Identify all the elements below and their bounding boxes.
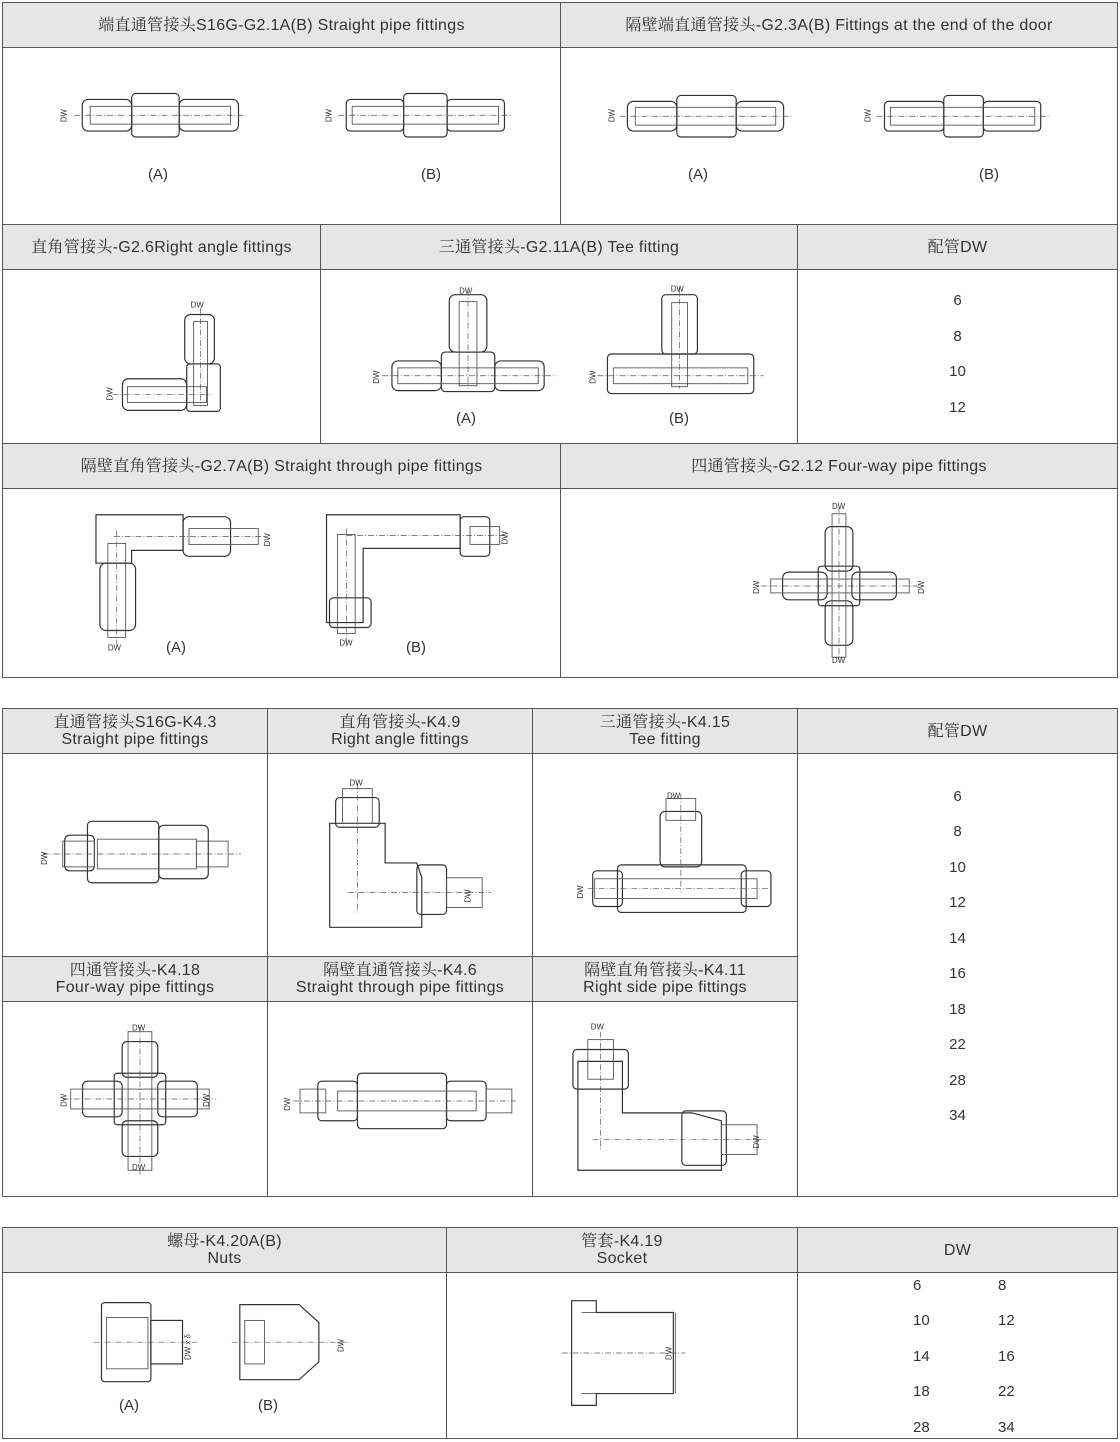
header-dw-section2 bbox=[797, 708, 1118, 754]
header-text-en: Straight through pipe fittings bbox=[295, 979, 505, 996]
header-text-en: Straight pipe fittings bbox=[61, 731, 209, 748]
drawing-k46-through bbox=[267, 1001, 533, 1197]
label-b: (B) bbox=[421, 166, 441, 183]
straight-fitting-diagram bbox=[3, 48, 560, 224]
label-a: (A) bbox=[148, 166, 168, 183]
header-text-cn: 螺母-K4.20A(B) bbox=[167, 1233, 282, 1250]
header-text-en: Nuts bbox=[207, 1250, 242, 1267]
dw-value: 28 bbox=[949, 1072, 966, 1089]
dw-value: 34 bbox=[949, 1107, 966, 1124]
header-text-cn: 管套-K4.19 bbox=[581, 1233, 663, 1250]
header-dw bbox=[797, 224, 1118, 270]
svg-text:DW: DW bbox=[59, 108, 69, 123]
svg-text:DW: DW bbox=[263, 533, 273, 547]
drawing-through-pipe-fittings bbox=[2, 488, 561, 678]
header-k420-nuts bbox=[2, 1227, 447, 1273]
header-k46-through bbox=[267, 956, 533, 1002]
drawing-door-fittings bbox=[560, 47, 1118, 225]
door-fitting-diagram bbox=[561, 48, 1117, 224]
header-right-angle-fittings bbox=[2, 224, 321, 270]
k49-diagram bbox=[268, 754, 532, 956]
svg-text:DW: DW bbox=[107, 643, 122, 653]
svg-text:DW: DW bbox=[664, 1346, 674, 1360]
four-way-diagram bbox=[561, 489, 1117, 677]
header-k49-right-angle bbox=[267, 708, 533, 754]
svg-text:DW: DW bbox=[59, 1093, 69, 1107]
header-text: 配管DW bbox=[927, 238, 988, 256]
svg-text:DW: DW bbox=[588, 370, 598, 384]
header-text-en: Tee fitting bbox=[629, 731, 701, 748]
svg-text:DW: DW bbox=[336, 1338, 346, 1353]
dw-value: 18 bbox=[913, 1383, 930, 1400]
header-door-fittings bbox=[560, 2, 1118, 48]
dw-value: 8 bbox=[953, 823, 962, 840]
dw-value: 14 bbox=[913, 1348, 930, 1365]
header-text-en: Four-way pipe fittings bbox=[55, 979, 215, 996]
header-text-cn: 直通管接头S16G-K4.3 bbox=[53, 714, 217, 731]
header-k418-four-way bbox=[2, 956, 268, 1002]
header-through-pipe-fittings bbox=[2, 443, 561, 489]
drawing-tee-fitting bbox=[320, 269, 798, 444]
drawing-k415-tee bbox=[532, 753, 798, 957]
svg-text:DW: DW bbox=[463, 889, 473, 903]
header-text: 端直通管接头S16G-G2.1A(B) Straight pipe fittings bbox=[98, 16, 465, 34]
drawing-straight-pipe-fittings bbox=[2, 47, 561, 225]
k418-diagram bbox=[3, 1002, 267, 1196]
dw-value: 28 bbox=[913, 1419, 930, 1436]
header-text: 直角管接头-G2.6Right angle fittings bbox=[31, 238, 292, 256]
header-straight-pipe-fittings bbox=[2, 2, 561, 48]
label-b: (B) bbox=[979, 166, 999, 183]
header-text-en: Socket bbox=[596, 1250, 648, 1267]
svg-text:DW: DW bbox=[832, 656, 846, 666]
dw-values-section1 bbox=[797, 269, 1118, 444]
svg-text:DW: DW bbox=[349, 778, 363, 788]
header-tee-fitting bbox=[320, 224, 798, 270]
tee-diagram bbox=[321, 270, 797, 443]
svg-text:DW: DW bbox=[917, 580, 927, 594]
header-text: 隔壁直角管接头-G2.7A(B) Straight through pipe fittings bbox=[80, 457, 483, 475]
header-text: 四通管接头-G2.12 Four-way pipe fittings bbox=[691, 457, 987, 475]
dw-value: 22 bbox=[949, 1036, 966, 1053]
svg-text:DW: DW bbox=[607, 108, 617, 123]
dw-value: 18 bbox=[949, 1001, 966, 1018]
svg-text:DW: DW bbox=[832, 501, 846, 511]
dw-value: 6 bbox=[953, 292, 962, 309]
header-text-cn: 四通管接头-K4.18 bbox=[69, 962, 201, 979]
svg-text:DW: DW bbox=[500, 531, 510, 545]
drawing-k420-nuts bbox=[2, 1272, 447, 1439]
svg-text:DW: DW bbox=[190, 300, 204, 310]
drawing-k43-straight bbox=[2, 753, 268, 957]
dw-value: 6 bbox=[953, 788, 962, 805]
svg-text:DW: DW bbox=[666, 791, 681, 801]
header-four-way-fittings bbox=[560, 443, 1118, 489]
svg-text:DW: DW bbox=[105, 387, 115, 401]
svg-text:DW: DW bbox=[372, 370, 382, 384]
dw-value: 10 bbox=[913, 1312, 930, 1329]
socket-diagram bbox=[447, 1273, 797, 1438]
header-text-cn: 直角管接头-K4.9 bbox=[339, 714, 461, 731]
header-k411-side bbox=[532, 956, 798, 1002]
svg-text:DW: DW bbox=[132, 1023, 146, 1033]
dw-value: 22 bbox=[998, 1383, 1015, 1400]
svg-text:DW: DW bbox=[751, 580, 761, 594]
header-text: 配管DW bbox=[927, 722, 988, 740]
k415-diagram bbox=[533, 754, 797, 956]
header-k415-tee bbox=[532, 708, 798, 754]
label-b: (B) bbox=[258, 1397, 278, 1414]
label-b: (B) bbox=[406, 639, 426, 656]
dw-value: 6 bbox=[913, 1277, 922, 1294]
header-k43-straight bbox=[2, 708, 268, 754]
dw-value: 8 bbox=[998, 1277, 1007, 1294]
header-text: 隔壁端直通管接头-G2.3A(B) Fittings at the end of the door bbox=[625, 16, 1053, 34]
drawing-k419-socket bbox=[446, 1272, 798, 1439]
dw-value: 34 bbox=[998, 1419, 1015, 1436]
svg-text:DW: DW bbox=[752, 1135, 762, 1149]
header-text-en: Right angle fittings bbox=[331, 731, 469, 748]
drawing-four-way-fittings bbox=[560, 488, 1118, 678]
dw-value: 8 bbox=[953, 328, 962, 345]
dw-value: 10 bbox=[949, 859, 966, 876]
nuts-diagram bbox=[3, 1273, 446, 1438]
label-a: (A) bbox=[119, 1397, 139, 1414]
header-text-cn: 隔壁直通管接头-K4.6 bbox=[323, 962, 477, 979]
header-text-cn: 隔壁直角管接头-K4.11 bbox=[584, 962, 746, 979]
dw-value: 14 bbox=[949, 930, 966, 947]
header-text-en: Right side pipe fittings bbox=[583, 979, 747, 996]
svg-text:DW: DW bbox=[132, 1163, 146, 1173]
drawing-right-angle-fittings bbox=[2, 269, 321, 444]
drawing-k49-right-angle bbox=[267, 753, 533, 957]
svg-text:DW: DW bbox=[202, 1093, 212, 1107]
dw-values-section3 bbox=[797, 1272, 1118, 1439]
header-k419-socket bbox=[446, 1227, 798, 1273]
svg-text:DW: DW bbox=[324, 108, 334, 123]
label-a: (A) bbox=[688, 166, 708, 183]
svg-text:DW: DW bbox=[590, 1022, 604, 1032]
svg-text:DW: DW bbox=[670, 284, 684, 294]
dw-value: 16 bbox=[949, 965, 966, 982]
header-text-cn: 三通管接头-K4.15 bbox=[599, 714, 731, 731]
svg-text:DW: DW bbox=[283, 1097, 293, 1111]
right-angle-diagram bbox=[3, 270, 320, 443]
svg-text:DW: DW bbox=[459, 286, 473, 296]
svg-text:DW: DW bbox=[39, 851, 49, 865]
dw-value: 12 bbox=[998, 1312, 1015, 1329]
label-b: (B) bbox=[669, 410, 689, 427]
k43-diagram bbox=[3, 754, 267, 956]
header-dw-section3 bbox=[797, 1227, 1118, 1273]
svg-text:DW: DW bbox=[339, 638, 353, 648]
label-a: (A) bbox=[456, 410, 476, 427]
svg-text:DW x δ: DW x δ bbox=[183, 1334, 193, 1360]
dw-values-section2 bbox=[797, 753, 1118, 1197]
header-text: DW bbox=[943, 1241, 972, 1259]
dw-value: 16 bbox=[998, 1348, 1015, 1365]
svg-text:DW: DW bbox=[863, 108, 873, 123]
dw-value: 10 bbox=[949, 363, 966, 380]
svg-text:DW: DW bbox=[575, 885, 585, 899]
header-text: 三通管接头-G2.11A(B) Tee fitting bbox=[438, 238, 680, 256]
k46-diagram bbox=[268, 1002, 532, 1196]
drawing-k411-side bbox=[532, 1001, 798, 1197]
label-a: (A) bbox=[166, 639, 186, 656]
drawing-k418-four-way bbox=[2, 1001, 268, 1197]
dw-value: 12 bbox=[949, 894, 966, 911]
k411-diagram bbox=[533, 1002, 797, 1196]
dw-value: 12 bbox=[949, 399, 966, 416]
through-fitting-diagram bbox=[3, 489, 560, 677]
